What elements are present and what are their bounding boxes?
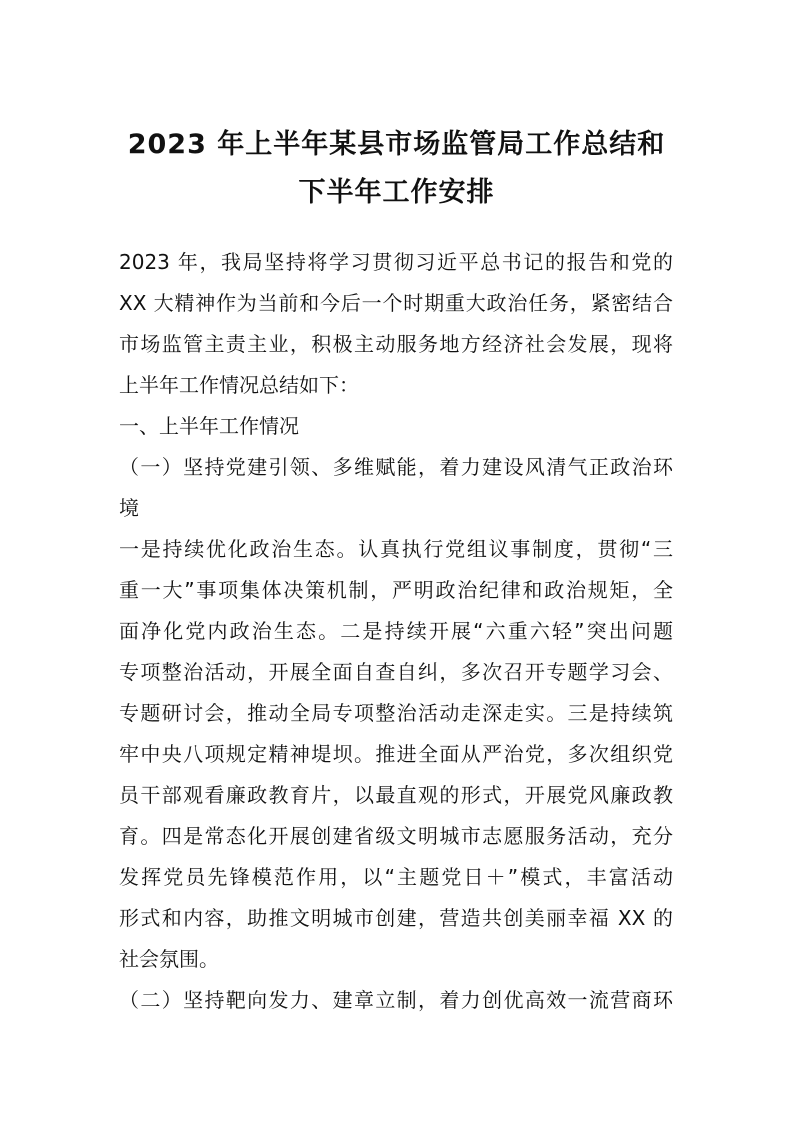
body-line: 员干部观看廉政教育片，以最直观的形式，开展党风廉政教 bbox=[119, 783, 673, 807]
document-title-line-1: 2023 年上半年某县市场监管局工作总结和 bbox=[127, 129, 666, 160]
body-line: 2023 年，我局坚持将学习贯彻习近平总书记的报告和党的 bbox=[119, 250, 673, 274]
body-line: 重一大”事项集体决策机制，严明政治纪律和政治规矩，全 bbox=[119, 578, 673, 602]
body-line: 专题研讨会，推动全局专项整治活动走深走实。三是持续筑 bbox=[119, 701, 673, 725]
body-line: 上半年工作情况总结如下： bbox=[119, 373, 359, 397]
body-line: 专项整治活动，开展全面自查自纠，多次召开专题学习会、 bbox=[119, 660, 673, 684]
body-line: 社会氛围。 bbox=[119, 947, 219, 971]
body-line: 一是持续优化政治生态。认真执行党组议事制度，贯彻“三 bbox=[119, 537, 673, 561]
body-line: 牢中央八项规定精神堤坝。推进全面从严治党，多次组织党 bbox=[119, 742, 673, 766]
subsection-heading-cont: 境 bbox=[119, 496, 139, 520]
body-line: 形式和内容，助推文明城市创建，营造共创美丽幸福 XX 的 bbox=[119, 906, 673, 930]
subsection-heading: （二）坚持靶向发力、建章立制，着力创优高效一流营商环 bbox=[119, 988, 673, 1012]
document-title-line-2: 下半年工作安排 bbox=[298, 177, 495, 208]
section-heading: 一、上半年工作情况 bbox=[119, 414, 299, 438]
subsection-heading: （一）坚持党建引领、多维赋能，着力建设风清气正政治环 bbox=[119, 455, 673, 479]
body-line: 面净化党内政治生态。二是持续开展“六重六轻”突出问题 bbox=[119, 619, 673, 643]
body-line: 发挥党员先锋模范作用，以“主题党日＋”模式，丰富活动 bbox=[119, 865, 673, 889]
body-line: XX 大精神作为当前和今后一个时期重大政治任务，紧密结合 bbox=[119, 291, 673, 315]
body-line: 育。四是常态化开展创建省级文明城市志愿服务活动，充分 bbox=[119, 824, 673, 848]
body-line: 市场监管主责主业，积极主动服务地方经济社会发展，现将 bbox=[119, 332, 673, 356]
